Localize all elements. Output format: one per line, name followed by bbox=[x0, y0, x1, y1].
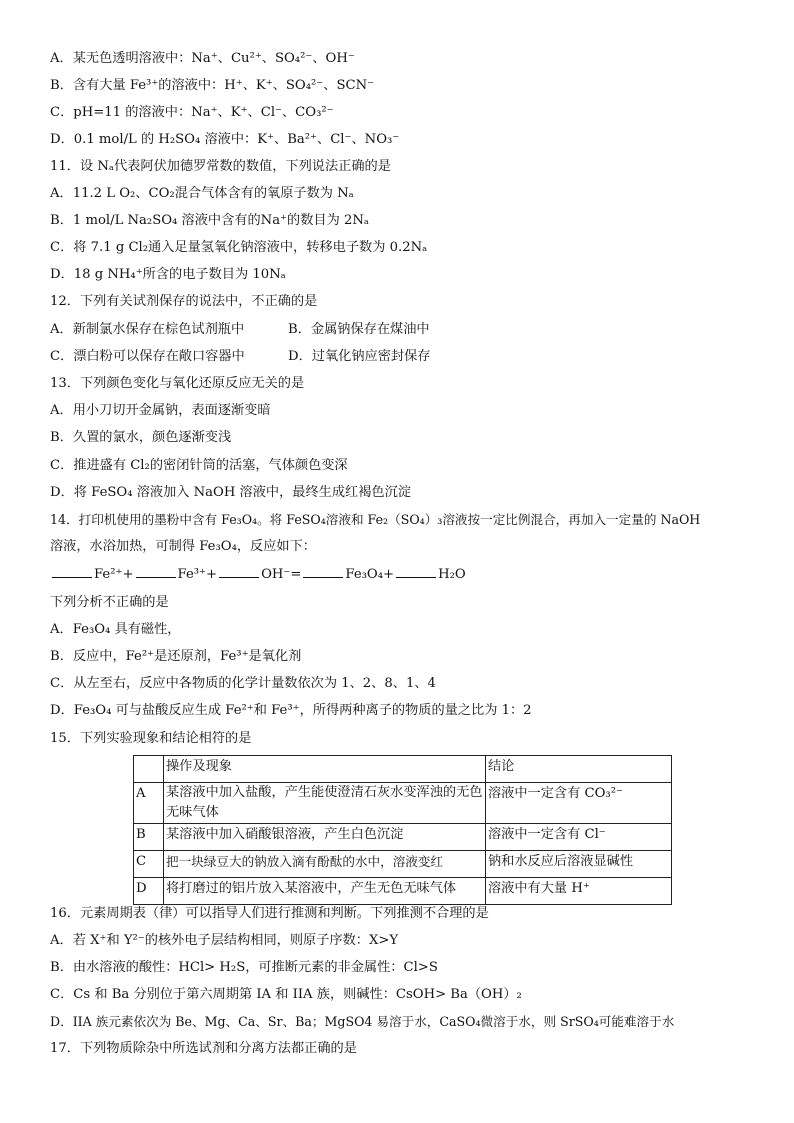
table-row bbox=[134, 851, 672, 878]
option: B．金属钠保存在煤油中 bbox=[288, 322, 430, 337]
text-line: B．由水溶液的酸性：HCl> H₂S，可推断元素的非金属性：Cl>S bbox=[50, 960, 438, 975]
text-line: A．Fe₃O₄ 具有磁性， bbox=[50, 622, 181, 637]
text-line: C．推进盛有 Cl₂的密闭针筒的活塞，气体颜色变深 bbox=[50, 458, 348, 473]
text-line: A．若 X⁺和 Y²⁻的核外电子层结构相同，则原子序数：X>Y bbox=[50, 933, 399, 948]
table-row bbox=[134, 824, 672, 851]
table-cell: 把一块绿豆大的钠放入滴有酚酞的水中，溶液变红 bbox=[164, 851, 486, 878]
blank bbox=[219, 561, 259, 578]
table-cell: 将打磨过的铝片放入某溶液中，产生无色无味气体 bbox=[164, 878, 486, 905]
text-line: C．将 7.1 g Cl₂通入足量氢氧化钠溶液中，转移电子数为 0.2Nₐ bbox=[50, 240, 428, 255]
table-cell: 钠和水反应后溶液显碱性 bbox=[486, 851, 672, 878]
text-line: 下列分析不正确的是 bbox=[50, 595, 169, 610]
question-15: 15．下列实验现象和结论相符的是 bbox=[50, 731, 252, 746]
question-13: 13．下列颜色变化与氧化还原反应无关的是 bbox=[50, 376, 305, 391]
experiment-table bbox=[133, 755, 672, 905]
text-line: C．从左至右，反应中各物质的化学计量数依次为 1、2、8、1、4 bbox=[50, 676, 436, 691]
question-11: 11．设 Nₐ代表阿伏加德罗常数的数值，下列说法正确的是 bbox=[50, 159, 391, 174]
text-line: A．某无色透明溶液中：Na⁺、Cu²⁺、SO₄²⁻、OH⁻ bbox=[50, 51, 355, 66]
option: A．新制氯水保存在棕色试剂瓶中 bbox=[50, 322, 245, 337]
table-cell: A bbox=[134, 783, 164, 824]
text-line: D．18 g NH₄⁺所含的电子数目为 10Nₐ bbox=[50, 267, 286, 282]
table-cell: 溶液中一定含有 Cl⁻ bbox=[486, 824, 672, 851]
table-cell: D bbox=[134, 878, 164, 905]
text-line: D．IIA 族元素依次为 Be、Mg、Ca、Sr、Ba；MgSO4 易溶于水，CaSO₄微溶于水，则 SrSO₄可能难溶于水 bbox=[50, 1014, 675, 1029]
question-12: 12．下列有关试剂保存的说法中，不正确的是 bbox=[50, 294, 318, 309]
text-line: C．Cs 和 Ba 分别位于第六周期第 IA 和 IIA 族，则碱性：CsOH> Ba（OH）₂ bbox=[50, 987, 522, 1002]
text-line: B．久置的氯水，颜色逐渐变浅 bbox=[50, 430, 232, 445]
option-row bbox=[50, 343, 754, 370]
table-cell: C bbox=[134, 851, 164, 878]
equation: Fe²⁺+ Fe³⁺+ OH⁻= Fe₃O₄+ H₂O bbox=[50, 561, 754, 588]
question-14: 14．打印机使用的墨粉中含有 Fe₃O₄。将 FeSO₄溶液和 Fe₂（SO₄）₃溶液按一定比例混合，再加入一定量的 NaOH bbox=[50, 512, 701, 527]
text-line: D．Fe₃O₄ 可与盐酸反应生成 Fe²⁺和 Fe³⁺，所得两种离子的物质的量之比为 1：2 bbox=[50, 703, 532, 718]
table-header: 操作及现象 bbox=[164, 756, 486, 783]
option: C．漂白粉可以保存在敞口容器中 bbox=[50, 349, 245, 364]
question-16: 16．元素周期表（律）可以指导人们进行推测和判断。下列推测不合理的是 bbox=[50, 906, 489, 921]
table-cell: 溶液中有大量 H⁺ bbox=[486, 878, 672, 905]
option: D．过氧化钠应密封保存 bbox=[288, 349, 431, 364]
table-cell: B bbox=[134, 824, 164, 851]
question-17: 17．下列物质除杂中所选试剂和分离方法都正确的是 bbox=[50, 1041, 357, 1056]
text-line: D．将 FeSO₄ 溶液加入 NaOH 溶液中，最终生成红褐色沉淀 bbox=[50, 485, 411, 500]
table-header bbox=[134, 756, 164, 783]
option-row bbox=[50, 316, 754, 343]
text-line: B．1 mol/L Na₂SO₄ 溶液中含有的Na⁺的数目为 2Nₐ bbox=[50, 213, 369, 228]
table-cell: 某溶液中加入盐酸，产生能使澄清石灰水变浑浊的无色无味气体 bbox=[164, 783, 486, 824]
text-line: A．11.2 L O₂、CO₂混合气体含有的氧原子数为 Nₐ bbox=[50, 186, 354, 201]
text-line: A．用小刀切开金属钠，表面逐渐变暗 bbox=[50, 403, 271, 418]
text-line: B．含有大量 Fe³⁺的溶液中：H⁺、K⁺、SO₄²⁻、SCN⁻ bbox=[50, 78, 375, 93]
table-header: 结论 bbox=[486, 756, 672, 783]
text-line: 溶液，水浴加热，可制得 Fe₃O₄，反应如下： bbox=[50, 539, 316, 554]
blank bbox=[136, 561, 176, 578]
blank bbox=[396, 561, 436, 578]
text-line: D．0.1 mol/L 的 H₂SO₄ 溶液中：K⁺、Ba²⁺、Cl⁻、NO₃⁻ bbox=[50, 132, 400, 147]
table-header-row bbox=[134, 756, 672, 783]
text-line: C．pH=11 的溶液中：Na⁺、K⁺、Cl⁻、CO₃²⁻ bbox=[50, 105, 334, 120]
blank bbox=[303, 561, 343, 578]
table-cell: 某溶液中加入硝酸银溶液，产生白色沉淀 bbox=[164, 824, 486, 851]
text-line: B．反应中，Fe²⁺是还原剂，Fe³⁺是氧化剂 bbox=[50, 649, 302, 664]
table-cell: 溶液中一定含有 CO₃²⁻ bbox=[486, 783, 672, 824]
blank bbox=[52, 561, 92, 578]
table-row bbox=[134, 783, 672, 824]
